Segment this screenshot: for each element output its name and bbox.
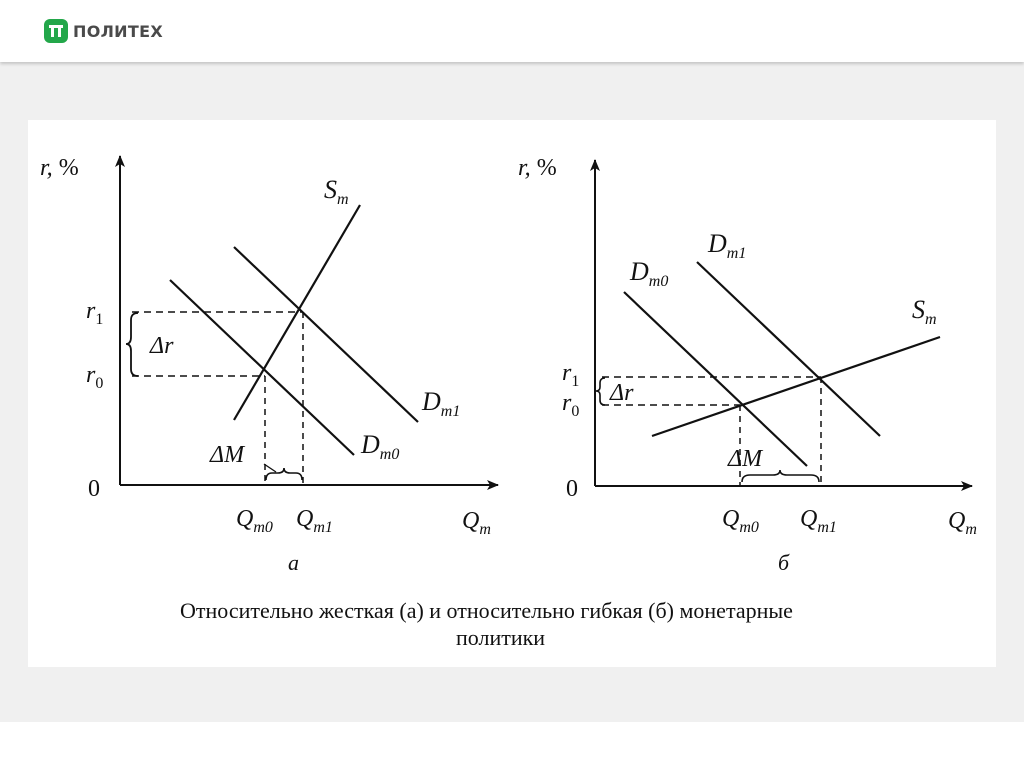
panel-b-y-label: r, %	[518, 155, 557, 181]
figure-panel	[28, 120, 996, 667]
top-bar	[0, 0, 1024, 62]
panel-b-q1-label: $Q_{m1}$	[800, 506, 837, 536]
panel-b-origin-label: 0	[566, 476, 578, 502]
panel-a-demand1-line	[234, 247, 418, 422]
panel-a-r0-label: $r_0$	[86, 362, 104, 392]
panel-a-delta-r-brace	[126, 313, 138, 376]
panel-b-delta-r-label: Δr	[610, 380, 634, 406]
panel-a-demand0-label: $D_{m0}$	[361, 430, 400, 463]
panel-b	[518, 155, 977, 575]
panel-a-demand0-line	[170, 280, 354, 455]
panel-a-delta-m-brace	[266, 468, 302, 480]
logo-text: ПОЛИТЕХ	[73, 21, 163, 41]
panel-b-q0-label: $Q_{m0}$	[722, 506, 759, 536]
panel-a	[40, 155, 498, 575]
panel-b-demand0-label: $D_{m0}$	[630, 257, 669, 290]
panel-a-q0-label: $Q_{m0}$	[236, 506, 273, 536]
panel-b-supply-line	[652, 337, 940, 436]
panel-b-r0-label: $r_0$	[562, 390, 580, 420]
panel-a-delta-m-pointer	[264, 464, 276, 472]
panel-b-demand0-line	[624, 292, 807, 466]
panel-a-delta-m-label: ΔM	[210, 442, 245, 468]
panel-a-x-label: $Q_m$	[462, 508, 491, 538]
footer-strip	[0, 722, 1024, 767]
figure-caption-line1: Относительно жесткая (а) и относительно гибкая (б) монетарные	[180, 598, 793, 623]
panel-a-caption-label: а	[288, 550, 299, 575]
monetary-policy-diagram	[28, 120, 996, 667]
panel-a-y-label: r, %	[40, 155, 79, 181]
panel-b-caption-label: б	[778, 550, 790, 575]
figure-caption-line2: политики	[456, 625, 546, 650]
pi-logo-icon	[44, 19, 68, 43]
logo[interactable]	[44, 19, 163, 43]
panel-b-demand1-line	[697, 262, 880, 436]
panel-a-delta-r-label: Δr	[150, 333, 174, 359]
panel-b-r1-label: $r_1$	[562, 360, 580, 390]
panel-b-x-label: $Q_m$	[948, 508, 977, 538]
panel-b-delta-r-brace	[596, 378, 605, 405]
panel-a-supply-label: $S_m$	[324, 175, 349, 208]
panel-b-delta-m-label: ΔM	[728, 446, 763, 472]
panel-a-q1-label: $Q_{m1}$	[296, 506, 333, 536]
panel-a-origin-label: 0	[88, 476, 100, 502]
panel-a-demand1-label: $D_{m1}$	[422, 387, 461, 420]
panel-a-r1-label: $r_1$	[86, 298, 104, 328]
panel-b-demand1-label: $D_{m1}$	[708, 229, 747, 262]
panel-b-supply-label: $S_m$	[912, 295, 937, 328]
